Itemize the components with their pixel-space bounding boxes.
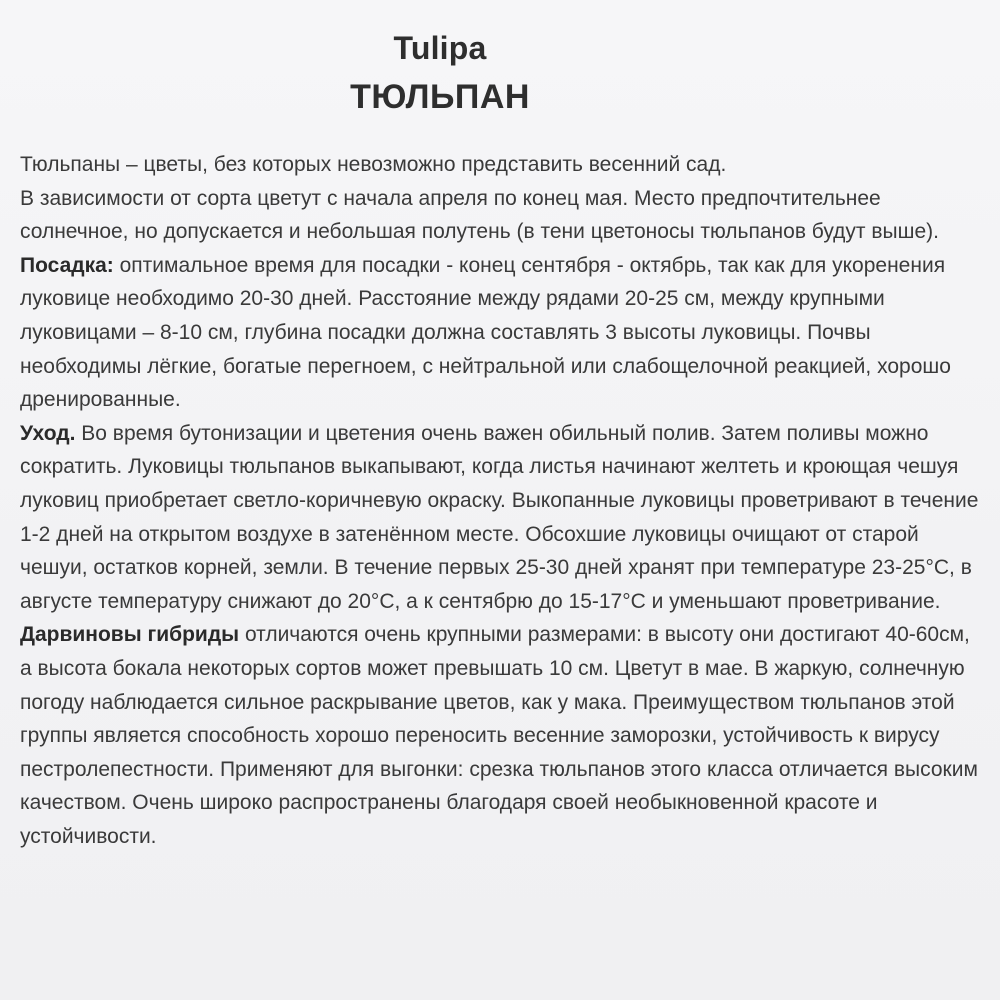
planting-heading: Посадка: — [20, 253, 114, 277]
darwin-heading: Дарвиновы гибриды — [20, 623, 240, 647]
care-heading: Уход. — [20, 421, 76, 445]
planting-text: оптимальное время для посадки - конец сентября - октябрь, так как для укоренения луковице необходимо 20-30 дней. Расстояние между рядами 20-25 см, между крупными луковицами – 8-10 см, глубина посадки должна составлять 3 высоты луковицы. Почвы необходимы лёгкие, богатые перегноем, с нейтральной или слабощелочной реакцией, хорошо дренированные. — [20, 253, 951, 412]
care-paragraph — [20, 417, 982, 619]
darwin-text: отличаются очень крупными размерами: в высоту они достигают 40-60см, а высота бокала некоторых сортов может превышать 10 см. Цветут в мае. В жаркую, солнечную погоду наблюдается сильное раскрывание цветов, как у мака. Преимуществом тюльпанов этой группы является способность хорошо переносить весенние заморозки, устойчивость к вирусу пестролепестности. Применяют для выгонки: срезка тюльпанов этого класса отличается высоким качеством. Очень широко распространены благодаря своей необыкновенной красоте и устойчивости. — [20, 623, 978, 848]
darwin-paragraph — [20, 618, 982, 853]
intro-line-2: В зависимости от сорта цветут с начала апреля по конец мая. Место предпочтительнее солнечное, но допускается и небольшая полутень (в тени цветоносы тюльпанов будут выше). — [20, 186, 939, 244]
title-latin: Tulipa — [393, 30, 487, 66]
care-text: Во время бутонизации и цветения очень важен обильный полив. Затем поливы можно сократить. Луковицы тюльпанов выкапывают, когда листья начинают желтеть и кроющая чешуя луковиц приобретает светло-коричневую окраску. Выкопанные луковицы проветривают в течение 1-2 дней на открытом воздухе в затенённом месте. Обсохшие луковицы очищают от старой чешуи, остатков корней, земли. В течение первых 25-30 дней хранят при температуре 23-25°С, в августе температуру снижают до 20°С, а к сентябрю до 15-17°С и уменьшают проветривание. — [20, 421, 979, 613]
description-body — [20, 148, 982, 853]
title-cyrillic: ТЮЛЬПАН — [350, 78, 530, 116]
planting-paragraph — [20, 249, 982, 417]
intro-line-1: Тюльпаны – цветы, без которых невозможно представить весенний сад. — [20, 153, 727, 176]
